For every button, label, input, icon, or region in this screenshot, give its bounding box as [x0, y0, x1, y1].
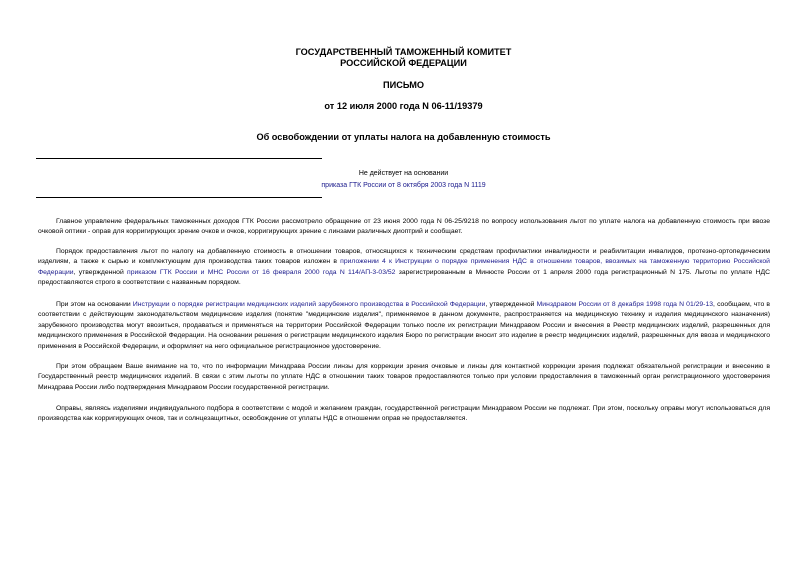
paragraph-5-text: Оправы, являясь изделиями индивидуального подбора в соответствии с модой и желанием граждан, государственной регистрации Минздравом России не подлежат. При этом, поскольку оправы могут использоваться для производства как корригирующих очков, так и солнцезащитных, освобождение от уплаты НДС в отношении оправ не предоставляется.	[38, 405, 770, 423]
status-note-link[interactable]: приказа ГТК России от 8 октября 2003 года N 1119	[321, 182, 486, 189]
paragraph-1-text: Главное управление федеральных таможенных доходов ГТК России рассмотрело обращение от 23 июня 2000 года N 06-25/9218 по вопросу использования льгот по уплате налога на добавленную стоимость при ввозе очковой оптики - оправ для корригирующих зрение очков и очков, корригирующих зрение с линзами различных диоптрий и сообщает.	[38, 218, 770, 236]
link-minzdrav-order[interactable]: Минздравом России от 8 декабря 1998 года N 01/29-13	[536, 301, 714, 308]
paragraph-5	[38, 404, 770, 425]
link-nds-instruction-appendix[interactable]: приложении 4 к Инструкции о порядке применения НДС в отношении товаров, ввозимых на таможенную территорию Российской Федерации	[38, 258, 770, 276]
divider-bottom	[36, 197, 322, 198]
paragraph-2	[38, 247, 770, 289]
divider-top	[36, 158, 322, 159]
doc-date-number: от 12 июля 2000 года N 06-11/19379	[324, 101, 483, 111]
paragraph-3	[38, 300, 770, 352]
paragraph-1	[38, 217, 770, 238]
doc-type: ПИСЬМО	[382, 80, 425, 90]
org-name-line1: ГОСУДАРСТВЕННЫЙ ТАМОЖЕННЫЙ КОМИТЕТ	[295, 47, 512, 57]
link-gtk-mns-order[interactable]: приказом ГТК России и МНС России от 16 февраля 2000 года N 114/АП-3-03/52	[127, 268, 396, 276]
paragraph-4	[38, 362, 770, 393]
paragraph-4-text: При этом обращаем Ваше внимание на то, что по информации Минздрава России линзы для коррекции зрения очковые и линзы для контактной коррекции зрения подлежат обязательной регистрации и внесению в Государственный реестр медицинских изделий. В связи с этим льготы по уплате НДС в отношении таких товаров предоставляются только при условии предоставления в таможенный орган регистрационного удостоверения Минздрава России либо подтверждения Минздравом России государственной регистрации.	[38, 363, 770, 391]
link-med-registration-instruction[interactable]: Инструкции о порядке регистрации медицинских изделий зарубежного производства в Российской Федерации	[132, 301, 486, 308]
paragraph-3-text-a: При этом на основании	[56, 301, 133, 308]
paragraph-3-text-b: , утвержденной	[485, 301, 537, 308]
org-name-line2: РОССИЙСКОЙ ФЕДЕРАЦИИ	[340, 58, 467, 68]
paragraph-2-text-c: зарегистрированным в Минюсте России от 1 апреля 2000 года регистрационный N 175. Льготы по уплате НДС предоставляются строго в соответствии с названным порядком.	[38, 268, 770, 287]
paragraph-2-text-a: Порядок предоставления льгот по налогу на добавленную стоимость в отношении товаров, относящихся к техническим средствам профилактики инвалидности и реабилитации инвалидов, протезно-ортопедическим изделиям, а также к сырью и комплектующим для производства таких товаров изложен в	[38, 248, 770, 266]
paragraph-3-text-c: , сообщаем, что в соответствии с действующим законодательством медицинские изделия (понятие "медицинские изделия", применяемое в данном документе, распространяется на медицинскую технику и изделия медицинского назначения) зарубежного производства могут ввозиться, продаваться и применяться на территории Российской Федерации только после их регистрации Минздравом России и внесения в Реестр медицинских изделий, разрешенных для медицинского применения в Российской Федерации. На основании решения о регистрации медицинского изделия Бюро по регистрации вносит это изделие в реестр медицинских изделий, разрешенных для ввоза и медицинского применения в Российской Федерации, и оформляет на него официальное регистрационное удостоверение.	[38, 301, 770, 350]
doc-subject: Об освобождении от уплаты налога на добавленную стоимость	[256, 132, 551, 142]
status-note-text: Не действует на основании	[358, 170, 449, 177]
paragraph-2-text-b: , утвержденной	[73, 268, 128, 276]
